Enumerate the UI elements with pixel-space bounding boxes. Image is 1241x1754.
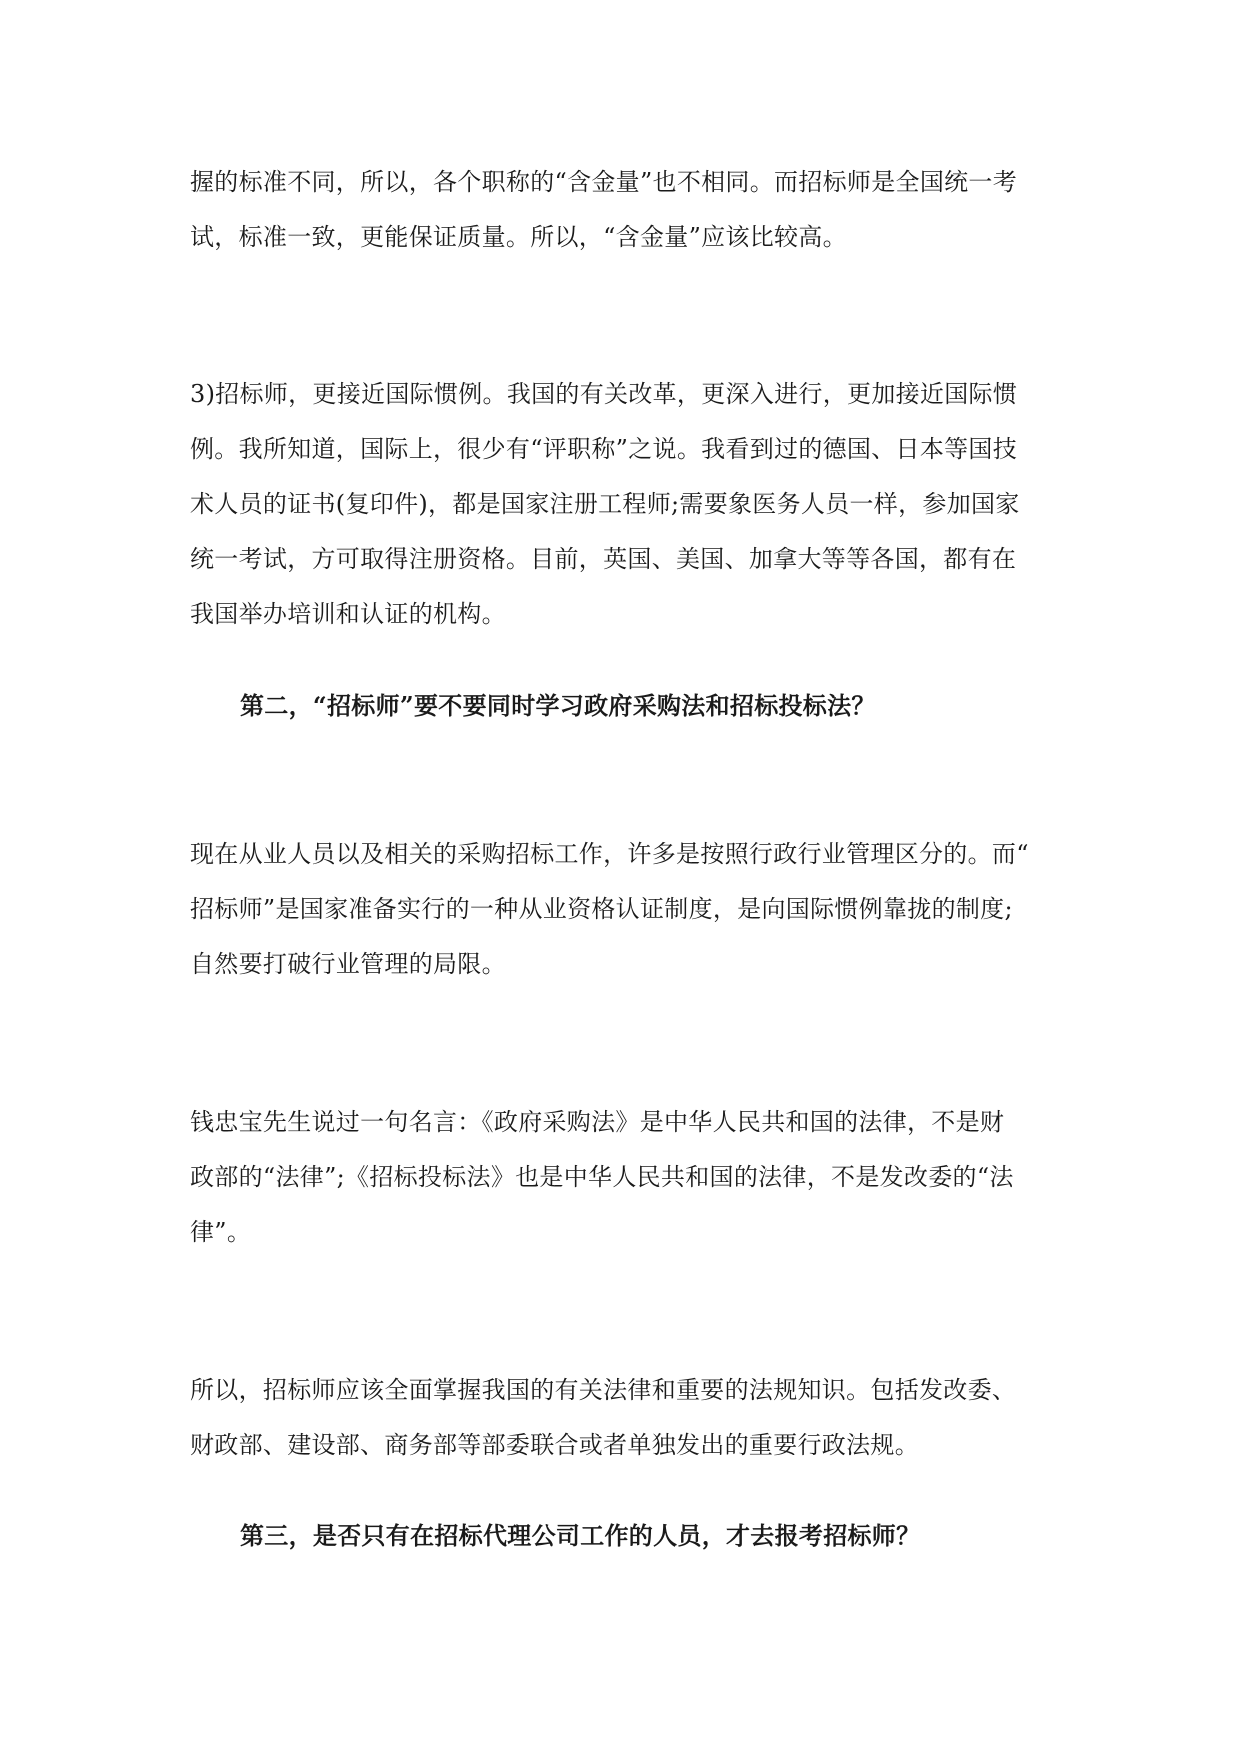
section-heading: 第三，是否只有在招标代理公司工作的人员，才去报考招标师？ (240, 1521, 921, 1550)
paragraph-line: 财政部、建设部、商务部等部委联合或者单独发出的重要行政法规。 (190, 1431, 919, 1459)
paragraph-line: 政部的“法律”;《招标投标法》也是中华人民共和国的法律，不是发改委的“法 (190, 1163, 1014, 1191)
paragraph-line: 例。我所知道，国际上，很少有“评职称”之说。我看到过的德国、日本等国技 (190, 435, 1018, 463)
paragraph-line: 我国举办培训和认证的机构。 (190, 600, 506, 628)
paragraph-line: 钱忠宝先生说过一句名言：《政府采购法》是中华人民共和国的法律，不是财 (190, 1108, 1005, 1136)
paragraph-line: 3)招标师，更接近国际惯例。我国的有关改革，更深入进行，更加接近国际惯 (190, 380, 1018, 408)
paragraph-line: 握的标准不同，所以，各个职称的“含金量”也不相同。而招标师是全国统一考 (190, 168, 1018, 196)
paragraph-line: 自然要打破行业管理的局限。 (190, 950, 506, 978)
paragraph-line: 试，标准一致，更能保证质量。所以，“含金量”应该比较高。 (190, 223, 847, 251)
paragraph-line: 统一考试，方可取得注册资格。目前，英国、美国、加拿大等等各国，都有在 (190, 545, 1017, 573)
paragraph-line: 律”。 (190, 1218, 252, 1246)
paragraph-line: 招标师”是国家准备实行的一种从业资格认证制度，是向国际惯例靠拢的制度; (190, 895, 1013, 923)
section-heading: 第二，“招标师”要不要同时学习政府采购法和招标投标法？ (240, 691, 876, 720)
paragraph-line: 所以，招标师应该全面掌握我国的有关法律和重要的法规知识。包括发改委、 (190, 1376, 1017, 1404)
paragraph-line: 术人员的证书(复印件)，都是国家注册工程师;需要象医务人员一样，参加国家 (190, 490, 1020, 518)
paragraph-line: 现在从业人员以及相关的采购招标工作，许多是按照行政行业管理区分的。而“ (190, 840, 1029, 868)
